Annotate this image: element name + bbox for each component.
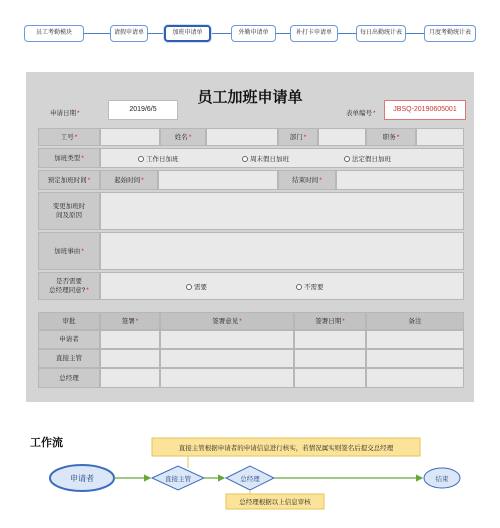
planned-time-label: 预定加班时间 * bbox=[38, 170, 100, 190]
radio-icon bbox=[344, 156, 350, 162]
ot-type-weekend-radio[interactable] bbox=[242, 154, 289, 163]
need-gm-label bbox=[38, 272, 100, 300]
approval-row-gm: 总经理 bbox=[38, 368, 100, 388]
dept-label: 部门 * bbox=[278, 128, 318, 146]
name-label: 姓名 * bbox=[160, 128, 206, 146]
emp-no-input[interactable] bbox=[100, 128, 160, 146]
nav-connector bbox=[148, 33, 164, 34]
radio-icon bbox=[138, 156, 144, 162]
approval-header-remark: 备注 bbox=[366, 312, 464, 330]
apply-date-field[interactable]: 2019/6/5 bbox=[108, 100, 178, 120]
workflow-title: 工作流 bbox=[30, 437, 63, 449]
radio-label: 工作日加班 bbox=[146, 156, 179, 163]
position-label: 职务 * bbox=[366, 128, 416, 146]
nav-connector bbox=[276, 33, 290, 34]
workflow-note-top: 直接主管根据申请者的申请信息进行核实，若情况属实则签名后提交总经理 bbox=[178, 445, 394, 452]
change-reason-input[interactable] bbox=[100, 192, 464, 230]
table-cell[interactable] bbox=[366, 330, 464, 349]
table-cell[interactable] bbox=[100, 368, 160, 388]
end-time-label: 结束时间 * bbox=[278, 170, 336, 190]
end-time-input[interactable] bbox=[336, 170, 464, 190]
workflow-supervisor-label: 直接主管 bbox=[165, 476, 191, 483]
nav-field-work-form[interactable]: 外勤申请单 bbox=[231, 25, 276, 42]
form-no-field[interactable]: JBSQ-20190605001 bbox=[384, 100, 466, 120]
start-time-input[interactable] bbox=[158, 170, 278, 190]
table-cell[interactable] bbox=[160, 330, 294, 349]
table-cell[interactable] bbox=[100, 330, 160, 349]
table-cell[interactable] bbox=[160, 349, 294, 368]
table-cell[interactable] bbox=[100, 349, 160, 368]
overtime-form-panel bbox=[26, 72, 474, 402]
position-input[interactable] bbox=[416, 128, 464, 146]
need-gm-options bbox=[100, 272, 464, 300]
name-input[interactable] bbox=[206, 128, 278, 146]
nav-leave-form[interactable]: 请假申请单 bbox=[110, 25, 148, 42]
radio-icon bbox=[186, 284, 192, 290]
form-no-label: 表单编号 * bbox=[346, 108, 376, 117]
approval-header-approve: 审批 bbox=[38, 312, 100, 330]
radio-label: 需要 bbox=[194, 284, 207, 291]
radio-label: 周末假日加班 bbox=[250, 156, 289, 163]
change-reason-label bbox=[38, 192, 100, 230]
form-title: 员工加班申请单 bbox=[197, 89, 303, 106]
ot-type-label: 加班类型 * bbox=[38, 148, 100, 168]
nav-overtime-form[interactable]: 加班申请单 bbox=[164, 25, 211, 42]
radio-label: 法定假日加班 bbox=[352, 156, 391, 163]
workflow-note-bottom: 总经理根据以上信息审核 bbox=[239, 499, 311, 506]
nav-daily-stats[interactable]: 每日出勤统计表 bbox=[356, 25, 406, 42]
table-cell[interactable] bbox=[294, 368, 366, 388]
radio-label: 不需要 bbox=[304, 284, 324, 291]
nav-connector bbox=[406, 33, 424, 34]
radio-icon bbox=[242, 156, 248, 162]
nav-monthly-stats[interactable]: 月度考勤统计表 bbox=[424, 25, 476, 42]
need-gm-yes-radio[interactable] bbox=[186, 282, 207, 291]
approval-row-supervisor: 直接主管 bbox=[38, 349, 100, 368]
module-nav bbox=[0, 0, 500, 60]
approval-header-opinion: 签署意见 * bbox=[160, 312, 294, 330]
nav-attendance-module[interactable]: 员工考勤模块 bbox=[24, 25, 84, 42]
approval-header-sign: 签署 * bbox=[100, 312, 160, 330]
workflow-end-label: 结束 bbox=[435, 476, 449, 483]
workflow-gm-label: 总经理 bbox=[240, 476, 260, 483]
ot-type-workday-radio[interactable] bbox=[138, 154, 179, 163]
ot-reason-input[interactable] bbox=[100, 232, 464, 270]
apply-date-label: 申请日期 * bbox=[50, 108, 80, 117]
table-cell[interactable] bbox=[366, 368, 464, 388]
need-gm-no-radio[interactable] bbox=[296, 282, 324, 291]
table-cell[interactable] bbox=[294, 330, 366, 349]
label-line: 变更加班时 bbox=[52, 203, 86, 210]
label-line: 总经理同意? * bbox=[49, 286, 89, 295]
workflow-applicant-label: 申请者 bbox=[70, 474, 94, 483]
approval-header-date: 签署日期 * bbox=[294, 312, 366, 330]
nav-connector bbox=[211, 33, 231, 34]
nav-connector bbox=[338, 33, 356, 34]
ot-type-holiday-radio[interactable] bbox=[344, 154, 391, 163]
dept-input[interactable] bbox=[318, 128, 366, 146]
label-line: 间及原因 bbox=[56, 212, 82, 219]
nav-connector bbox=[84, 33, 110, 34]
workflow-diagram bbox=[0, 430, 500, 528]
start-time-label: 起始时间 * bbox=[100, 170, 158, 190]
table-cell[interactable] bbox=[366, 349, 464, 368]
table-cell[interactable] bbox=[160, 368, 294, 388]
ot-reason-label: 加班事由 * bbox=[38, 232, 100, 270]
label-line: 是否需要 bbox=[56, 278, 82, 285]
table-cell[interactable] bbox=[294, 349, 366, 368]
emp-no-label: 工号 * bbox=[38, 128, 100, 146]
nav-punch-fix-form[interactable]: 补打卡申请单 bbox=[290, 25, 338, 42]
radio-icon bbox=[296, 284, 302, 290]
approval-row-applicant: 申请者 bbox=[38, 330, 100, 349]
